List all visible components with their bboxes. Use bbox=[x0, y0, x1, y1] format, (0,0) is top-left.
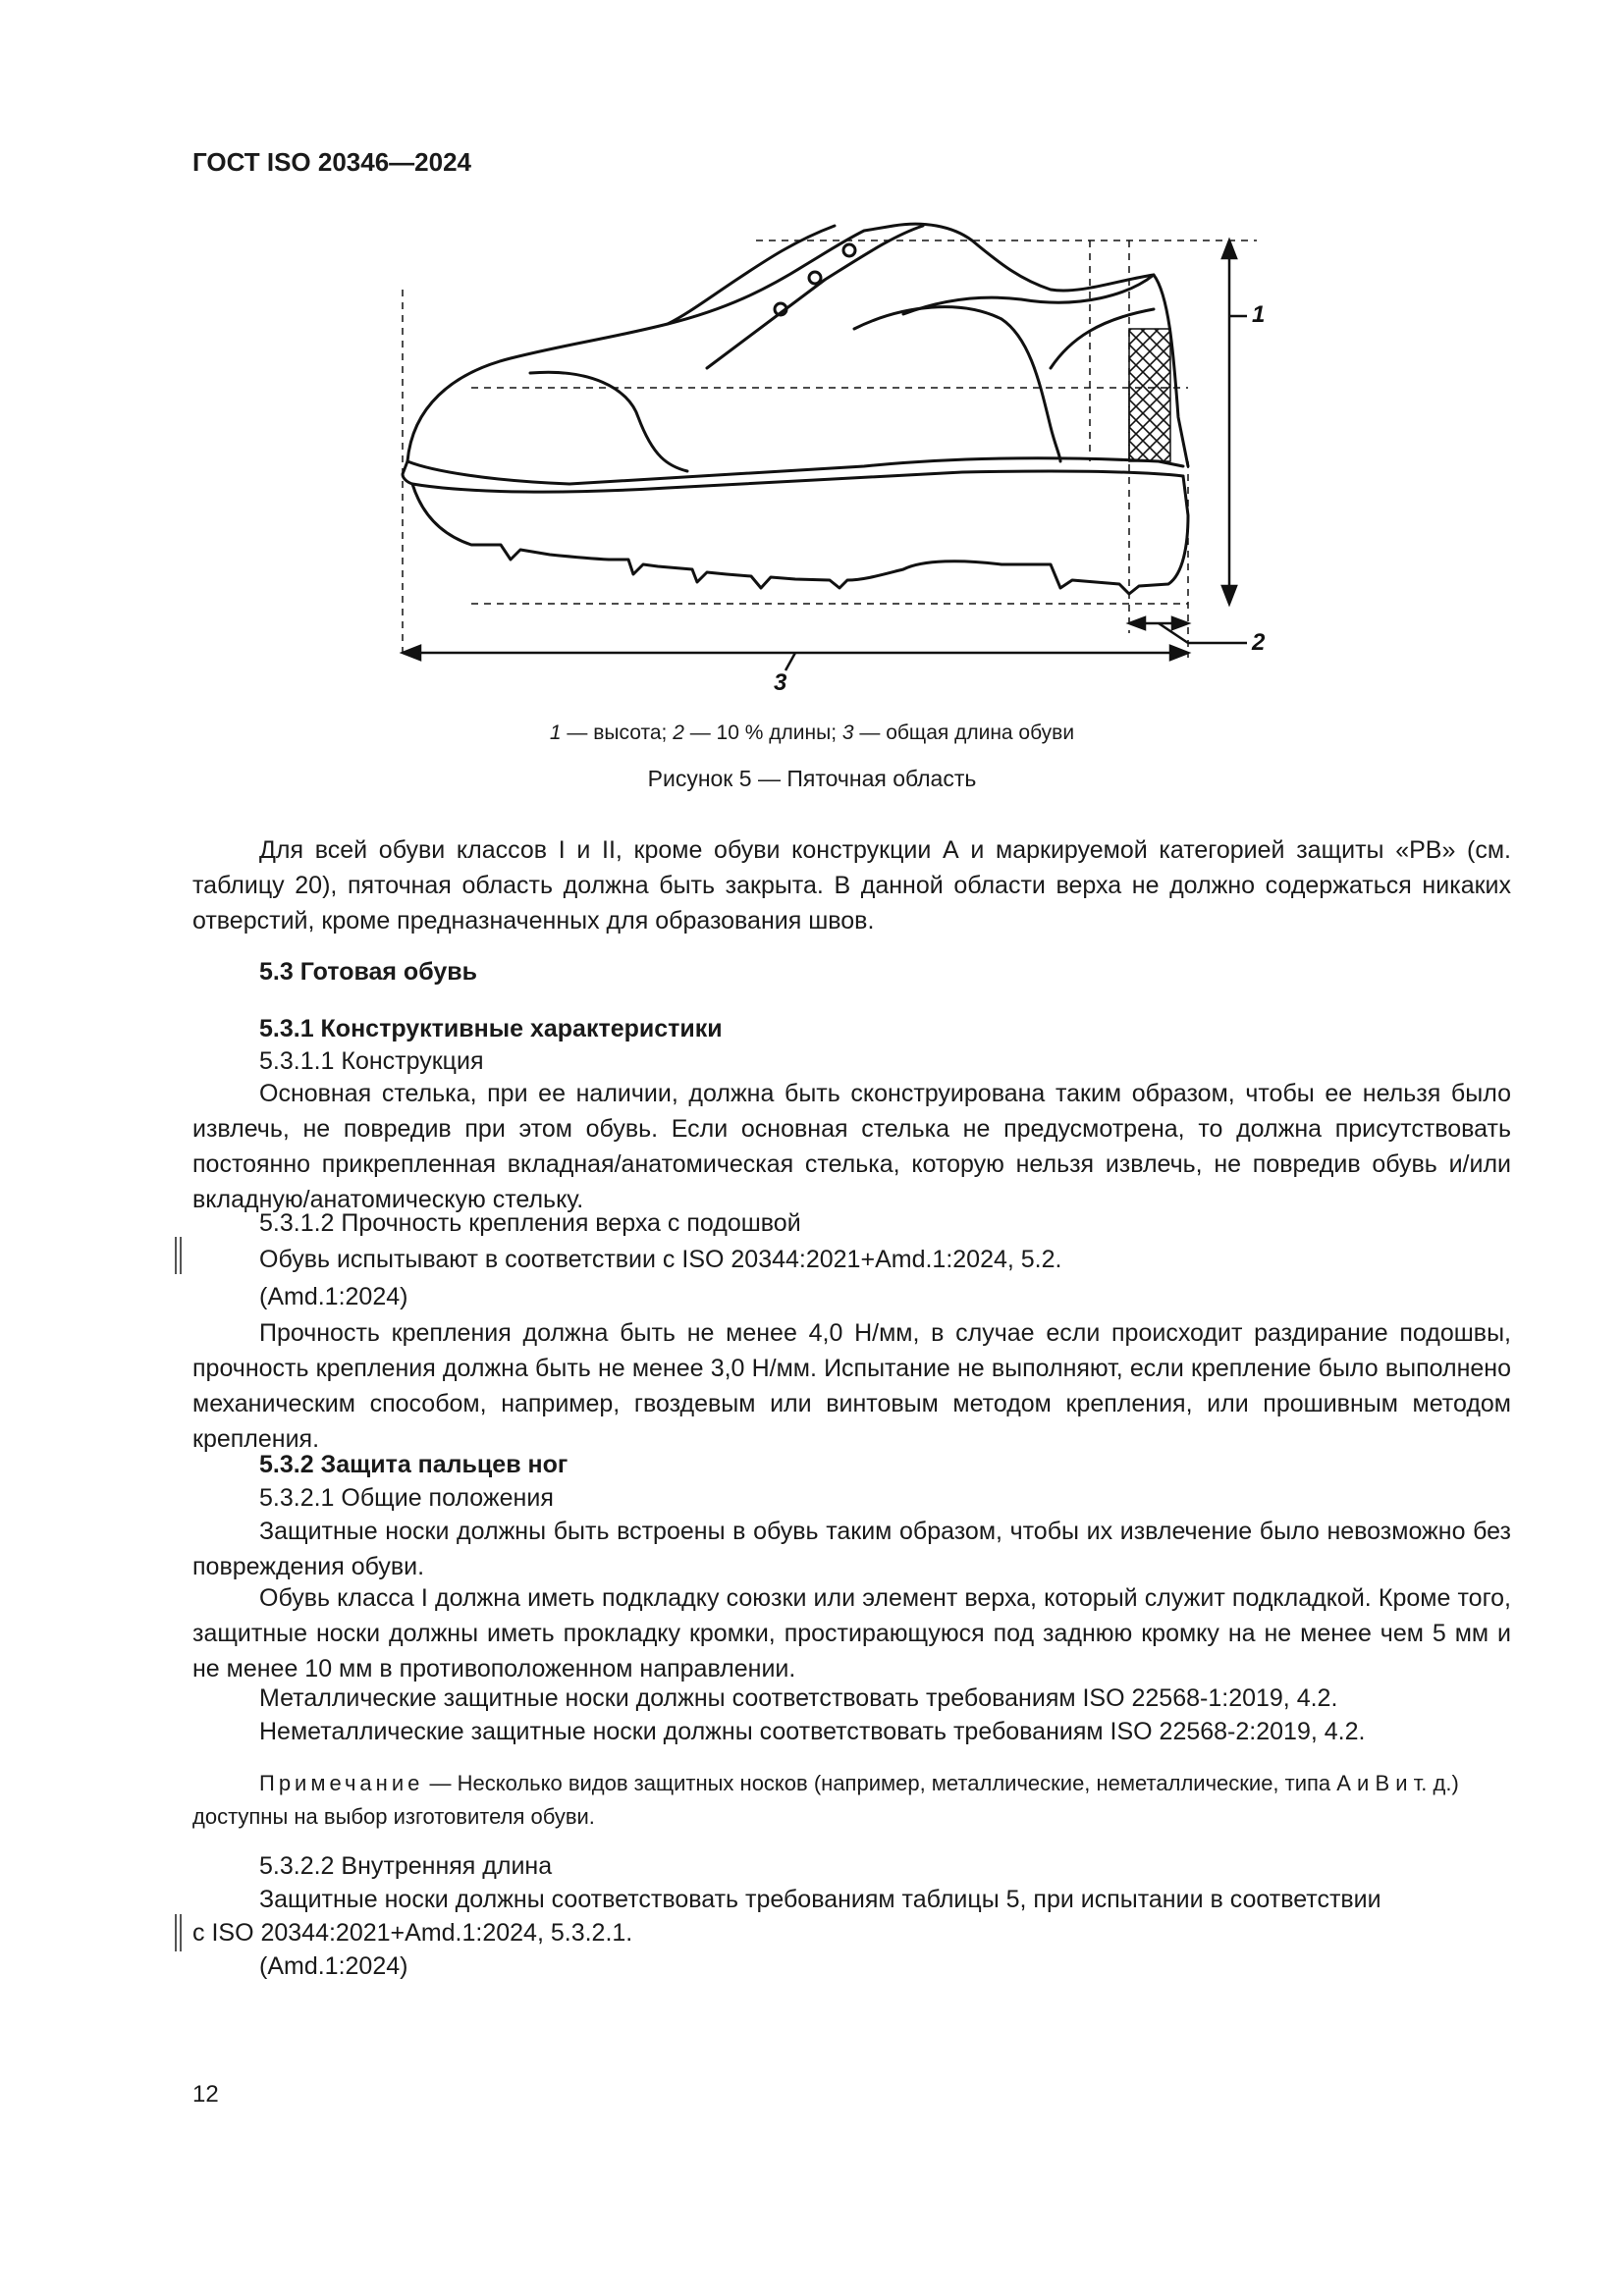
paragraph-toecaps-built-in: Защитные носки должны быть встроены в обувь таким образом, чтобы их извлечение было невозможно без повреждения обуви. bbox=[192, 1518, 1511, 1580]
heading-5-3-1-1: 5.3.1.1 Конструкция bbox=[259, 1047, 484, 1075]
amendment-note: (Amd.1:2024) bbox=[259, 1952, 408, 1980]
change-bar bbox=[175, 1237, 177, 1274]
paragraph-metal-toecaps: Металлические защитные носки должны соответствовать требованиям ISO 22568-1:2019, 4.2. bbox=[259, 1684, 1338, 1712]
paragraph-test-method: Обувь испытывают в соответствии с ISO 20344:2021+Amd.1:2024, 5.2. bbox=[259, 1246, 1062, 1273]
paragraph-heel-closed: Для всей обуви классов I и II, кроме обуви конструкции А и маркируемой категорией защиты «РВ» (см. таблицу 20), пяточная область должна быть закрыта. В данной области верха не должно содержаться никаких отверстий, кроме предназначенных для образования швов. bbox=[192, 836, 1511, 934]
document-header: ГОСТ ISO 20346—2024 bbox=[192, 147, 472, 177]
label-2: 2 bbox=[1252, 629, 1266, 656]
page-number: 12 bbox=[192, 2081, 219, 2108]
heading-5-3-2: 5.3.2 Защита пальцев ног bbox=[259, 1451, 568, 1478]
heading-5-3-2-1: 5.3.2.1 Общие положения bbox=[259, 1484, 554, 1512]
shoe-outline bbox=[403, 224, 1188, 594]
heading-5-3-1: 5.3.1 Конструктивные характеристики bbox=[259, 1015, 723, 1042]
heading-5-3: 5.3 Готовая обувь bbox=[259, 958, 477, 986]
change-bar bbox=[180, 1237, 182, 1274]
paragraph-internal-length-cont: с ISO 20344:2021+Amd.1:2024, 5.3.2.1. bbox=[192, 1919, 633, 1947]
figure-caption: Рисунок 5 — Пяточная область bbox=[647, 766, 977, 791]
paragraph-nonmetal-toecaps: Неметаллические защитные носки должны соответствовать требованиям ISO 22568-2:2019, 4.2. bbox=[259, 1718, 1366, 1745]
change-bar bbox=[180, 1914, 182, 1951]
paragraph-insole: Основная стелька, при ее наличии, должна быть сконструирована таким образом, чтобы ее нельзя было извлечь, не повредив при этом обувь. Если основная стелька не предусмотрена, то должна присутствовать постоянно прикрепленная вкладная/анатомическая стелька, которую нельзя извлечь, не повредив обувь и/или вкладную/анатомическую стельку. bbox=[192, 1080, 1511, 1213]
figure-heel-area bbox=[373, 221, 1306, 702]
paragraph-bond-strength: Прочность крепления должна быть не менее 4,0 Н/мм, в случае если происходит раздирание подошвы, прочность крепления должна быть не менее 3,0 Н/мм. Испытание не выполняют, если крепление было выполнено механическим способом, например, гвоздевым или винтовым методом крепления, или прошивным методом крепления. bbox=[192, 1319, 1511, 1453]
heading-5-3-2-2: 5.3.2.2 Внутренняя длина bbox=[259, 1852, 553, 1880]
paragraph-class-i-lining: Обувь класса I должна иметь подкладку союзки или элемент верха, который служит подкладкой. Кроме того, защитные носки должны иметь прокладку кромки, простирающуюся под заднюю кромку на не менее чем 5 мм и не менее 10 мм в противоположенном направлении. bbox=[192, 1584, 1511, 1682]
label-1: 1 bbox=[1252, 301, 1266, 328]
note: Примечание — Несколько видов защитных носков (например, металлические, неметаллические, типа А и В и т. д.) доступны на выбор изготовителя обуви. bbox=[192, 1771, 1459, 1829]
amendment-note: (Amd.1:2024) bbox=[259, 1283, 408, 1310]
change-bar bbox=[175, 1914, 177, 1951]
heel-area-hatch bbox=[1129, 329, 1170, 461]
dimension-guides bbox=[403, 240, 1257, 658]
label-3: 3 bbox=[774, 669, 787, 696]
figure-legend: 1 — высота; 2 — 10 % длины; 3 — общая длина обуви bbox=[549, 721, 1075, 744]
paragraph-internal-length: Защитные носки должны соответствовать требованиям таблицы 5, при испытании в соответствии bbox=[259, 1886, 1381, 1913]
dimension-arrows bbox=[403, 240, 1247, 670]
heading-5-3-1-2: 5.3.1.2 Прочность крепления верха с подошвой bbox=[259, 1209, 801, 1237]
